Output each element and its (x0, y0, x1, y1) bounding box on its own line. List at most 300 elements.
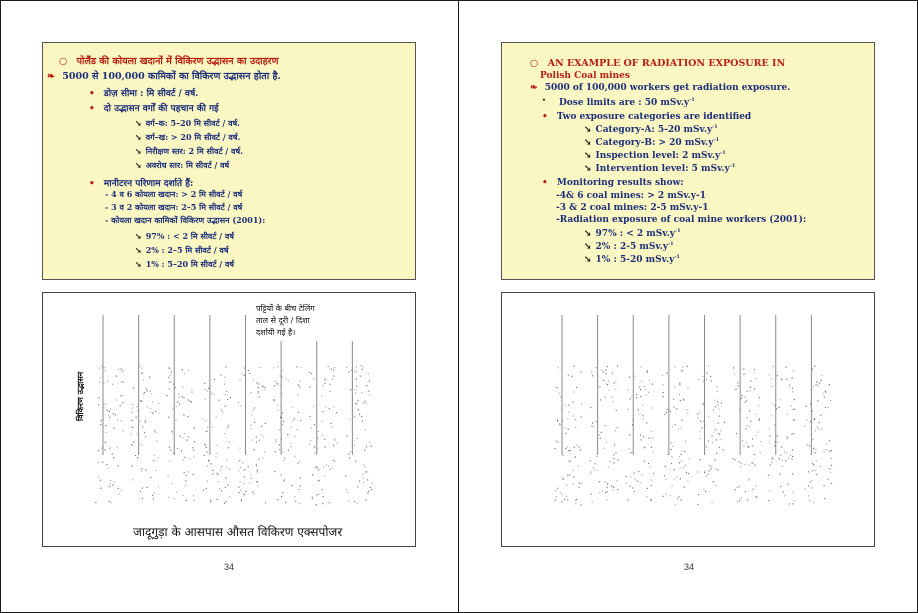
scan-speck (109, 486, 110, 487)
scan-speck (559, 393, 560, 394)
scan-speck (671, 456, 672, 457)
scan-speck (318, 431, 319, 432)
scan-speck (328, 366, 329, 367)
scan-speck (791, 434, 792, 435)
scan-speck (216, 416, 217, 417)
scan-speck (640, 439, 641, 440)
scan-speck (579, 483, 580, 484)
scan-speck (356, 371, 357, 372)
scan-speck (185, 485, 186, 486)
scan-speck (689, 458, 690, 459)
scan-speck (618, 459, 619, 460)
scan-speck (629, 434, 630, 435)
scan-speck (110, 483, 111, 484)
scan-speck (238, 402, 239, 403)
leaf-bullet-icon: ❧ (530, 83, 538, 93)
scan-speck (362, 366, 363, 367)
scan-speck (603, 371, 604, 372)
scan-speck (617, 427, 618, 428)
scan-speck (556, 387, 557, 388)
scan-speck (170, 375, 171, 376)
scan-speck (256, 465, 257, 466)
scan-speck (100, 424, 101, 425)
scan-speck (780, 455, 781, 456)
scan-speck (275, 451, 276, 452)
right-figure-panel (501, 292, 875, 547)
scan-speck (369, 442, 370, 443)
scan-speck (324, 476, 325, 477)
scan-speck (330, 423, 331, 424)
scan-speck (704, 425, 705, 426)
scan-speck (575, 456, 576, 457)
scan-speck (680, 454, 681, 455)
scan-speck (615, 381, 616, 382)
scan-speck (228, 425, 229, 426)
scan-speck (132, 412, 133, 413)
scan-speck (831, 465, 832, 466)
scan-speck (296, 429, 297, 430)
scan-speck (282, 492, 283, 493)
scan-speck (357, 400, 358, 401)
scan-speck (826, 443, 827, 444)
scan-speck (365, 429, 366, 430)
superscript: -1 (689, 97, 695, 103)
scan-speck (775, 405, 776, 406)
scan-speck (257, 393, 258, 394)
scan-speck (556, 440, 557, 441)
scan-speck (641, 482, 642, 483)
scan-speck (351, 370, 352, 371)
scan-speck (98, 476, 99, 477)
scan-speck (648, 463, 649, 464)
scan-speck (608, 390, 609, 391)
scan-speck (753, 489, 754, 490)
scan-speck (290, 427, 291, 428)
scan-speck (309, 372, 310, 373)
scan-speck (113, 413, 114, 414)
scan-speck (745, 397, 746, 398)
scan-speck (712, 502, 713, 503)
scan-speck (299, 387, 300, 388)
arrow-bullet-icon: ➘ (584, 255, 592, 265)
scan-speck (688, 473, 689, 474)
scan-speck (651, 431, 652, 432)
scan-speck (281, 439, 282, 440)
scan-speck (333, 460, 334, 461)
scan-speck (312, 497, 313, 498)
scan-speck (168, 377, 169, 378)
scan-speck (646, 422, 647, 423)
scan-speck (350, 389, 351, 390)
scan-speck (567, 475, 568, 476)
scan-speck (110, 408, 111, 409)
scan-speck (576, 499, 577, 500)
scan-speck (825, 391, 826, 392)
scan-speck (572, 376, 573, 377)
scan-speck (747, 391, 748, 392)
scan-speck (145, 469, 146, 470)
scan-speck (363, 464, 364, 465)
right-slide-subtitle: Polish Coal mines (540, 71, 630, 81)
scan-speck (105, 370, 106, 371)
scan-speck (349, 419, 350, 420)
scan-speck (295, 501, 296, 502)
scan-speck (610, 461, 611, 462)
scan-speck (663, 384, 664, 385)
scan-speck (188, 436, 189, 437)
scan-speck (230, 397, 231, 398)
scan-speck (643, 419, 644, 420)
scan-speck (168, 367, 169, 368)
scan-speck (721, 439, 722, 440)
scan-speck (182, 495, 183, 496)
scan-speck (329, 408, 330, 409)
scan-speck (216, 445, 217, 446)
scan-speck (715, 468, 716, 469)
scan-speck (278, 409, 279, 410)
scan-speck (815, 470, 816, 471)
scan-speck (774, 424, 775, 425)
scan-speck (781, 447, 782, 448)
scan-speck (717, 470, 718, 471)
scan-speck (190, 401, 191, 402)
scan-speck (226, 391, 227, 392)
scan-speck (567, 447, 568, 448)
scan-speck (105, 442, 106, 443)
scan-speck (768, 475, 769, 476)
scan-speck (662, 375, 663, 376)
scan-speck (192, 474, 193, 475)
scan-speck (332, 468, 333, 469)
scan-speck (298, 412, 299, 413)
scan-speck (812, 463, 813, 464)
scan-speck (114, 482, 115, 483)
scan-speck (746, 400, 747, 401)
scan-speck (805, 488, 806, 489)
scan-speck (187, 471, 188, 472)
scan-speck (123, 430, 124, 431)
scan-speck (282, 412, 283, 413)
scan-speck (169, 368, 170, 369)
scan-speck (613, 458, 614, 459)
scan-speck (787, 414, 788, 415)
scan-speck (793, 433, 794, 434)
scan-speck (780, 486, 781, 487)
scan-speck (649, 467, 650, 468)
scan-speck (347, 492, 348, 493)
arrow-bullet-icon: ➘ (584, 229, 592, 239)
scan-speck (101, 420, 102, 421)
scan-speck (752, 438, 753, 439)
scan-speck (321, 395, 322, 396)
scan-speck (769, 435, 770, 436)
scan-speck (648, 392, 649, 393)
scan-speck (259, 396, 260, 397)
scan-speck (365, 401, 366, 402)
scan-speck (328, 466, 329, 467)
scan-speck (717, 391, 718, 392)
scan-speck (713, 409, 714, 410)
scan-speck (613, 489, 614, 490)
scan-speck (575, 503, 576, 504)
scan-speck (819, 422, 820, 423)
dot-bullet-icon: • (89, 179, 95, 189)
scan-speck (759, 397, 760, 398)
scan-speck (718, 433, 719, 434)
scan-speck (773, 403, 774, 404)
scan-speck (292, 407, 293, 408)
scan-speck (118, 488, 119, 489)
scan-speck (217, 499, 218, 500)
scan-speck (310, 440, 311, 441)
scan-speck (712, 442, 713, 443)
scan-speck (138, 379, 139, 380)
scan-speck (298, 384, 299, 385)
scan-speck (831, 483, 832, 484)
scan-speck (715, 485, 716, 486)
scan-speck (754, 465, 755, 466)
arrow-bullet-icon: ➘ (135, 118, 142, 128)
scan-speck (821, 380, 822, 381)
scan-speck (810, 481, 811, 482)
scan-speck (794, 409, 795, 410)
scan-speck (616, 480, 617, 481)
scan-speck (155, 411, 156, 412)
scan-speck (100, 488, 101, 489)
scan-speck (565, 405, 566, 406)
scan-speck (599, 481, 600, 482)
scan-speck (219, 488, 220, 489)
scan-speck (613, 454, 614, 455)
scan-speck (121, 490, 122, 491)
scan-speck (169, 447, 170, 448)
scan-speck (300, 420, 301, 421)
scan-speck (226, 467, 227, 468)
scan-speck (672, 446, 673, 447)
scan-speck (225, 406, 226, 407)
exposure-strip-plot (542, 305, 842, 515)
scan-speck (682, 420, 683, 421)
scan-speck (202, 418, 203, 419)
scan-speck (703, 421, 704, 422)
scan-speck (769, 490, 770, 491)
scan-speck (188, 370, 189, 371)
scan-speck (783, 491, 784, 492)
scan-speck (253, 494, 254, 495)
scan-speck (217, 473, 218, 474)
scan-speck (705, 491, 706, 492)
scan-speck (664, 414, 665, 415)
scan-speck (368, 391, 369, 392)
scan-speck (204, 455, 205, 456)
scan-speck (325, 406, 326, 407)
scan-speck (614, 445, 615, 446)
scan-speck (317, 448, 318, 449)
scan-speck (132, 427, 133, 428)
scan-speck (216, 453, 217, 454)
scan-speck (136, 417, 137, 418)
scan-speck (580, 504, 581, 505)
scan-speck (681, 451, 682, 452)
scan-speck (736, 433, 737, 434)
scan-speck (191, 402, 192, 403)
scan-speck (720, 430, 721, 431)
scan-speck (668, 429, 669, 430)
left-category-item: ➘ वर्ग–क: 5–20 मि सीवर्ट / वर्ष. (135, 118, 240, 128)
scan-speck (717, 401, 718, 402)
scan-speck (186, 500, 187, 501)
scan-speck (154, 455, 155, 456)
scan-speck (615, 430, 616, 431)
scan-speck (666, 412, 667, 413)
scan-speck (118, 493, 119, 494)
scan-speck (228, 447, 229, 448)
scan-speck (554, 448, 555, 449)
scan-speck (106, 404, 107, 405)
left-slide (42, 42, 416, 280)
scan-speck (576, 387, 577, 388)
scan-speck (791, 458, 792, 459)
scan-speck (576, 445, 577, 446)
scan-speck (226, 459, 227, 460)
scan-speck (108, 414, 109, 415)
scan-speck (818, 428, 819, 429)
scan-speck (214, 379, 215, 380)
scan-speck (788, 458, 789, 459)
scan-speck (319, 494, 320, 495)
scan-speck (194, 427, 195, 428)
left-result-item: ➘ 97% : < 2 मि सीवर्ट / वर्ष (135, 231, 234, 241)
scan-speck (827, 479, 828, 480)
scan-speck (256, 382, 257, 383)
scan-speck (368, 373, 369, 374)
scan-speck (118, 465, 119, 466)
scan-speck (297, 463, 298, 464)
scan-speck (607, 499, 608, 500)
scan-speck (708, 365, 709, 366)
scan-speck (274, 385, 275, 386)
right-category-item: ➘ Category-A: 5-20 $mSv.y^{-1}$ (584, 124, 718, 135)
scan-speck (700, 459, 701, 460)
scan-speck (591, 471, 592, 472)
scan-speck (640, 389, 641, 390)
scan-speck (679, 383, 680, 384)
scan-speck (147, 390, 148, 391)
scan-speck (606, 373, 607, 374)
scan-speck (170, 450, 171, 451)
scan-speck (681, 370, 682, 371)
scan-speck (698, 379, 699, 380)
scan-speck (240, 490, 241, 491)
scan-speck (139, 365, 140, 366)
scan-speck (154, 493, 155, 494)
scan-speck (172, 431, 173, 432)
scan-speck (641, 474, 642, 475)
scan-speck (653, 473, 654, 474)
scan-speck (744, 402, 745, 403)
scan-speck (121, 369, 122, 370)
scan-speck (225, 366, 226, 367)
scan-speck (168, 417, 169, 418)
scan-speck (808, 495, 809, 496)
scan-speck (359, 414, 360, 415)
scan-speck (615, 452, 616, 453)
scan-speck (290, 443, 291, 444)
scan-speck (746, 442, 747, 443)
scan-speck (668, 405, 669, 406)
scan-speck (286, 379, 287, 380)
scan-speck (709, 466, 710, 467)
scan-speck (368, 491, 369, 492)
arrow-bullet-icon: ➘ (135, 245, 142, 255)
scan-speck (607, 491, 608, 492)
scan-speck (670, 495, 671, 496)
scan-speck (608, 381, 609, 382)
scan-speck (611, 486, 612, 487)
scan-speck (172, 408, 173, 409)
scan-speck (776, 408, 777, 409)
scan-speck (184, 433, 185, 434)
scan-speck (769, 428, 770, 429)
scan-speck (752, 445, 753, 446)
scan-speck (603, 380, 604, 381)
scan-speck (354, 445, 355, 446)
right-dose-row (542, 97, 695, 108)
scan-speck (557, 442, 558, 443)
scan-speck (109, 417, 110, 418)
scan-speck (363, 482, 364, 483)
right-monitoring-heading-row (542, 178, 684, 188)
scan-speck (366, 471, 367, 472)
scan-speck (275, 381, 276, 382)
scan-speck (645, 394, 646, 395)
right-result-item: ➘ 1% : 5-20 $mSv.y^{-1}$ (584, 254, 680, 265)
scan-speck (332, 379, 333, 380)
scan-speck (789, 503, 790, 504)
scan-speck (650, 499, 651, 500)
scan-speck (677, 477, 678, 478)
small-dot-icon: • (542, 97, 546, 104)
scan-speck (638, 481, 639, 482)
scan-speck (755, 486, 756, 487)
scan-speck (665, 466, 666, 467)
scan-speck (685, 465, 686, 466)
scan-speck (248, 370, 249, 371)
scan-speck (793, 500, 794, 501)
right-slide-title: AN EXAMPLE OF RADIATION EXPOSURE IN (547, 58, 786, 69)
scan-speck (238, 487, 239, 488)
right-category-item: ➘ Category-B: > 20 $mSv.y^{-1}$ (584, 137, 720, 148)
scan-speck (630, 399, 631, 400)
scan-speck (323, 466, 324, 467)
scan-speck (218, 400, 219, 401)
scan-speck (334, 367, 335, 368)
scan-speck (674, 469, 675, 470)
scan-speck (684, 487, 685, 488)
scan-speck (109, 501, 110, 502)
scan-speck (651, 447, 652, 448)
scan-speck (758, 405, 759, 406)
scan-speck (743, 368, 744, 369)
scan-speck (824, 485, 825, 486)
scan-speck (184, 457, 185, 458)
scan-speck (743, 446, 744, 447)
scan-speck (786, 379, 787, 380)
scan-speck (191, 392, 192, 393)
scan-speck (249, 373, 250, 374)
scan-speck (683, 467, 684, 468)
scan-speck (666, 494, 667, 495)
